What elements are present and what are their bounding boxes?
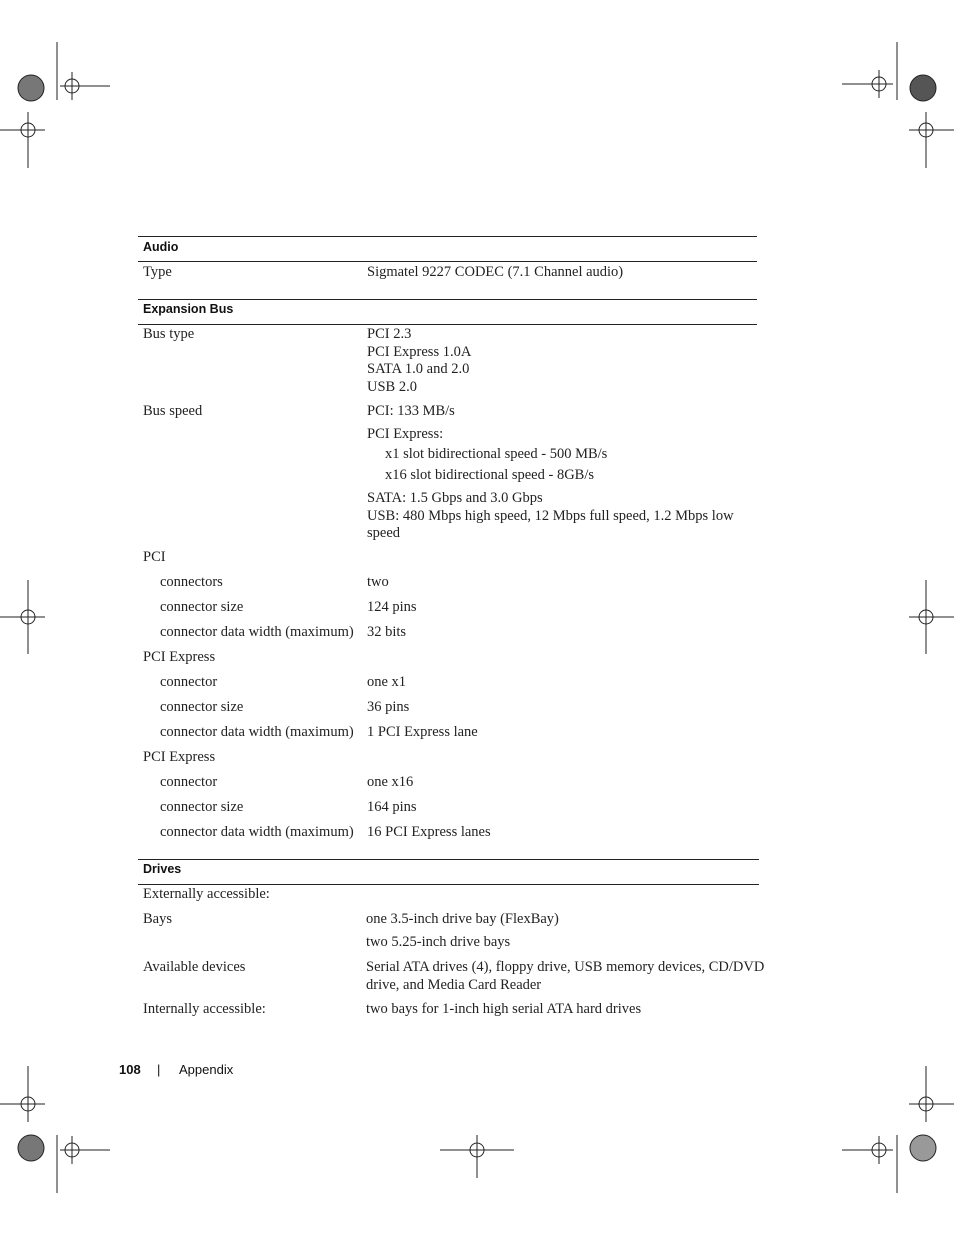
bays-label: Bays (143, 911, 172, 927)
pci-label: PCI (143, 549, 166, 565)
bus-speed-x16: x16 slot bidirectional speed - 8GB/s (385, 467, 595, 483)
audio-type-value: Sigmatel 9227 CODEC (7.1 Channel audio) (367, 264, 624, 280)
audio-type-label: Type (143, 264, 172, 280)
audio-header-rule (138, 261, 757, 262)
available-devices-value (366, 959, 764, 994)
bus-type-value: USB 2.0 (367, 378, 417, 395)
pci-express-x1-row-label: connector data width (maximum) (160, 724, 354, 740)
page-number: 108 (119, 1062, 141, 1077)
pci-express-x16-row-label: connector data width (maximum) (160, 824, 354, 840)
bus-speed-x1: x1 slot bidirectional speed - 500 MB/s (385, 446, 608, 462)
bus-speed-usb-sata (367, 490, 734, 543)
pci-express-x1-row-value: 36 pins (367, 699, 410, 715)
drives-section-title: Drives (143, 862, 182, 876)
expansion-bus-section-title: Expansion Bus (143, 302, 234, 316)
bus-speed-usb-cont: speed (367, 525, 401, 541)
pci-express-x1-row-value: one x1 (367, 674, 407, 690)
footer-section-name: Appendix (179, 1062, 234, 1077)
bays-value: one 3.5-inch drive bay (FlexBay) (366, 911, 559, 927)
pci-express-x16-row-label: connector (160, 774, 218, 790)
bus-speed-usb: USB: 480 Mbps high speed, 12 Mbps full speed, 1.2 Mbps low (367, 507, 734, 524)
expansion-bus-header-rule (138, 324, 757, 325)
available-devices-line: drive, and Media Card Reader (366, 976, 542, 993)
bays-value: two 5.25-inch drive bays (366, 934, 511, 950)
pci-row-label: connector size (160, 599, 244, 615)
bus-speed-sata: SATA: 1.5 Gbps and 3.0 Gbps (367, 490, 543, 506)
bus-type-values (367, 326, 471, 396)
pci-express-x1-label: PCI Express (143, 649, 216, 665)
pci-express-x16-row-value: one x16 (367, 774, 414, 790)
pci-express-x1-row-value: 1 PCI Express lane (367, 724, 478, 740)
internally-accessible-value: two bays for 1-inch high serial ATA hard drives (366, 1001, 642, 1017)
bus-type-value: PCI Express 1.0A (367, 343, 472, 360)
available-devices-line: Serial ATA drives (4), floppy drive, USB memory devices, CD/DVD (366, 959, 765, 975)
pci-express-x1-row-label: connector (160, 674, 218, 690)
pci-express-x16-row-value: 164 pins (367, 799, 417, 815)
internally-accessible-label: Internally accessible: (143, 1001, 266, 1017)
footer-separator: | (157, 1062, 161, 1077)
bus-speed-label: Bus speed (143, 403, 203, 419)
available-devices-label: Available devices (143, 959, 246, 975)
drives-top-rule (138, 859, 759, 860)
audio-top-rule (138, 236, 757, 237)
pci-express-x1-row-label: connector size (160, 699, 244, 715)
bus-speed-pci-express: PCI Express: (367, 426, 444, 442)
pci-row-value: 124 pins (367, 599, 417, 615)
externally-accessible-label: Externally accessible: (143, 886, 270, 902)
pci-express-x16-row-label: connector size (160, 799, 244, 815)
audio-section-title: Audio (143, 240, 179, 254)
pci-express-x16-row-value: 16 PCI Express lanes (367, 824, 491, 840)
bus-speed-pci: PCI: 133 MB/s (367, 403, 455, 419)
bus-type-label: Bus type (143, 326, 195, 342)
pci-express-x16-label: PCI Express (143, 749, 216, 765)
drives-header-rule (138, 884, 759, 885)
pci-row-value: 32 bits (367, 624, 407, 640)
pci-row-label: connector data width (maximum) (160, 624, 354, 640)
pci-row-label: connectors (160, 574, 223, 590)
expansion-bus-top-rule (138, 299, 757, 300)
pci-row-value: two (367, 574, 389, 590)
bus-type-value: PCI 2.3 (367, 326, 412, 342)
bus-type-value: SATA 1.0 and 2.0 (367, 361, 470, 377)
